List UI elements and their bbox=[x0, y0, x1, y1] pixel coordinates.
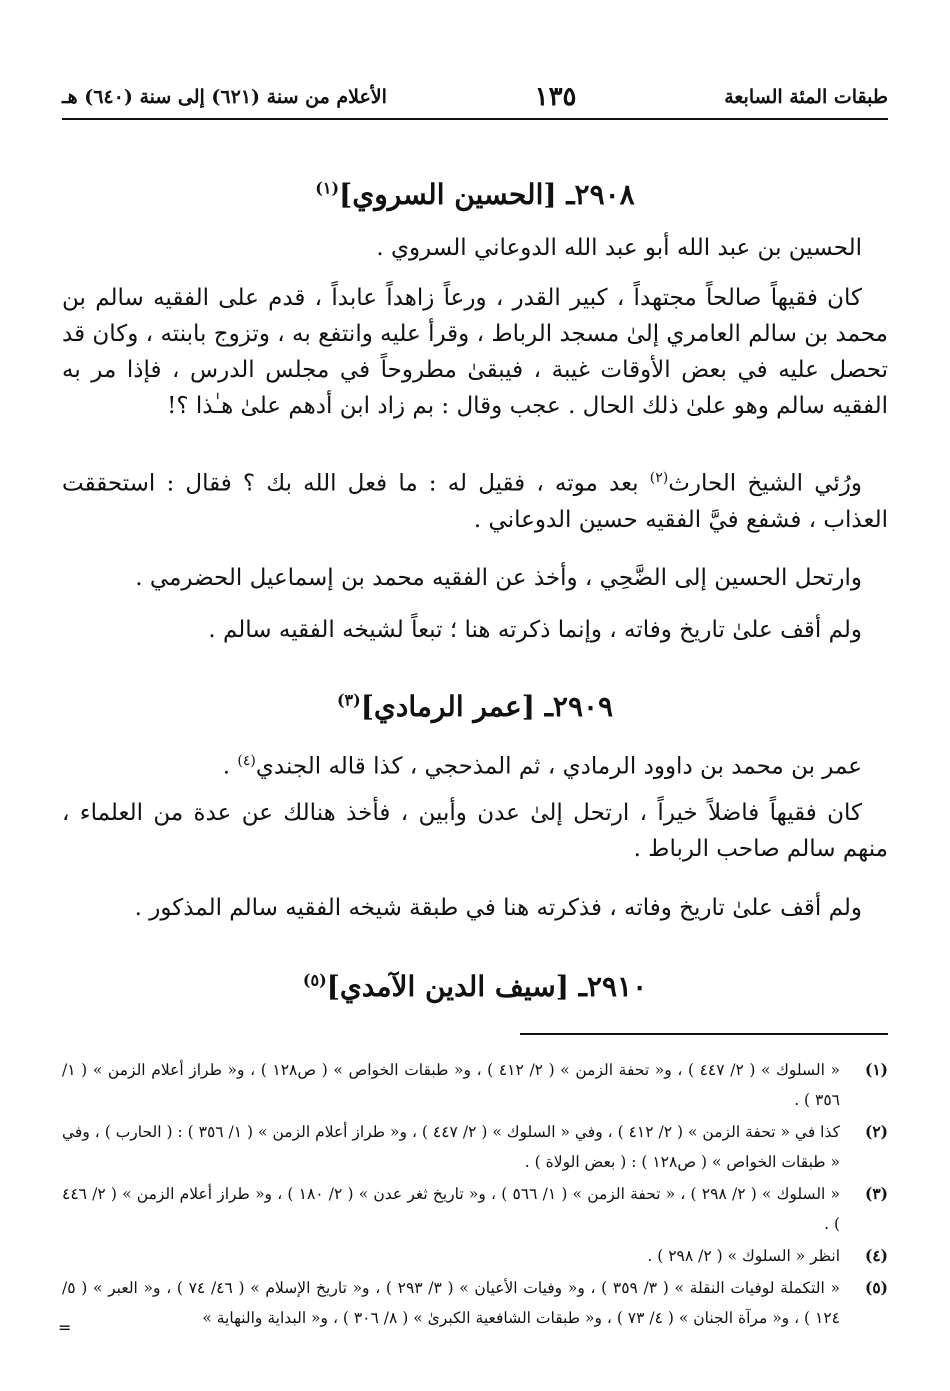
footnote-text: انظر « السلوك » ( ٢/ ٢٩٨ ) . bbox=[647, 1247, 840, 1265]
footnotes-list bbox=[62, 1055, 888, 1335]
footnote-text: « التكملة لوفيات النقلة » ( ٣/ ٣٥٩ ) ، و« وفيات الأعيان » ( ٣/ ٢٩٣ ) ، و« تاريخ الإسلام » ( ٤٦/ ٧٤ ) ، و« العبر » ( ٥/ ١٢٤ ) ، و« مرآة الجنان » ( ٤/ ٧٣ ) ، و« طبقات الشافعية الكبرىٰ » ( ٨/ ٣٠٦ ) ، و« البداية والنهاية » bbox=[62, 1279, 840, 1327]
footnote-number: (٢) bbox=[864, 1122, 888, 1141]
footnote-number: (٥) bbox=[864, 1278, 888, 1297]
footnote-text: « السلوك » ( ٢/ ٢٩٨ ) ، « تحفة الزمن » ( ١/ ٥٦٦ ) ، و« تاريخ ثغر عدن » ( ٢/ ١٨٠ ) ، و« طراز أعلام الزمن » ( ٢/ ٤٤٦ ) . bbox=[62, 1185, 841, 1233]
entry-title-2909: ٢٩٠٩ـ [عمر الرمادي]$^{(٣)}$ bbox=[336, 690, 614, 723]
footnote-ref-2[interactable]: (٢) bbox=[649, 470, 669, 486]
entry-title-2908: ٢٩٠٨ـ [الحسين السروي]$^{(١)}$ bbox=[315, 178, 635, 211]
entry-title-2910: ٢٩١٠ـ [سيف الدين الآمدي]$^{(٥)}$ bbox=[302, 970, 648, 1003]
footnote-text: كذا في « تحفة الزمن » ( ٢/ ٤١٢ ) ، وفي « السلوك » ( ٢/ ٤٤٧ ) ، و« طراز أعلام الزمن » ( ١/ ٣٥٦ ) : ( الحارب ) ، وفي « طبقات الخواص » ( ص١٢٨ ) : ( بعض الولاة ) . bbox=[62, 1123, 840, 1171]
footnote-ref-3[interactable]: (٣) bbox=[336, 690, 361, 710]
footnote-divider bbox=[520, 1033, 888, 1035]
footnote-item bbox=[62, 1179, 888, 1239]
entry-2908-para-2: كان فقيهاً صالحاً مجتهداً ، كبير القدر ، ورعاً زاهداً عابداً ، قدم على الفقيه سالم بن محمد بن سالم العامري إلىٰ مسجد الرباط ، وقرأ عليه وانتفع به ، وتزوج بابنته ، وكان قد تحصل عليه في بعض الأوقات غيبة ، فيبقىٰ مطروحاً في مجلس الدرس ، فإذا مر به الفقيه سالم وهو علىٰ ذلك الحال . عجب وقال : بم زاد ابن أدهم علىٰ هـٰذا ؟! bbox=[62, 285, 888, 419]
footnote-item bbox=[62, 1273, 888, 1333]
footnote-ref-5[interactable]: (٥) bbox=[302, 970, 327, 990]
entry-2909-para-2: كان فقيهاً فاضلاً خيراً ، ارتحل إلىٰ عدن وأبين ، فأخذ هنالك عن عدة من العلماء ، منهم سالم صاحب الرباط . bbox=[62, 800, 888, 862]
footnote-number: (٣) bbox=[864, 1184, 888, 1203]
footnote-text: « السلوك » ( ٢/ ٤٤٧ ) ، و« تحفة الزمن » ( ٢/ ٤١٢ ) ، و« طبقات الخواص » ( ص١٢٨ ) ، و« طراز أعلام الزمن » ( ١/ ٣٥٦ ) . bbox=[62, 1061, 841, 1109]
footnote-ref-4[interactable]: (٤) bbox=[237, 753, 256, 769]
running-header bbox=[62, 80, 888, 114]
header-years-range: الأعلام من سنة (٦٢١) إلى سنة (٦٤٠) هـ bbox=[62, 86, 387, 108]
entry-2908-para-1: الحسين بن عبد الله أبو عبد الله الدوعاني السروي . bbox=[376, 235, 862, 261]
page-number: ١٣٥ bbox=[534, 82, 577, 112]
entry-2908-para-5: ولم أقف علىٰ تاريخ وفاته ، وإنما ذكرته هنا ؛ تبعاً لشيخه الفقيه سالم . bbox=[208, 617, 862, 643]
continuation-mark: = bbox=[58, 1318, 72, 1337]
footnote-ref-1[interactable]: (١) bbox=[315, 178, 340, 198]
footnote-number: (١) bbox=[864, 1060, 888, 1079]
footnote-item bbox=[62, 1117, 888, 1177]
entry-2908-para-4: وارتحل الحسين إلى الضَّحِي ، وأخذ عن الفقيه محمد بن إسماعيل الحضرمي . bbox=[135, 565, 862, 591]
footnote-item bbox=[62, 1055, 888, 1115]
header-section-title: طبقات المئة السابعة bbox=[724, 86, 888, 108]
entry-2908-para-3: ورُئي الشيخ الحارث$^{(٢)}$ بعد موته ، فقيل له : ما فعل الله بك ؟ فقال : استحققت العذاب ، فشفع فيَّ الفقيه حسين الدوعاني . bbox=[62, 470, 888, 533]
header-divider bbox=[62, 118, 888, 120]
footnote-number: (٤) bbox=[864, 1246, 888, 1265]
footnote-item bbox=[62, 1241, 888, 1271]
entry-2909-para-1: عمر بن محمد بن داوود الرمادي ، ثم المذحجي ، كذا قاله الجندي$^{(٤)}$ . bbox=[222, 753, 862, 780]
entry-2909-para-3: ولم أقف علىٰ تاريخ وفاته ، فذكرته هنا في طبقة شيخه الفقيه سالم المذكور . bbox=[134, 895, 862, 921]
